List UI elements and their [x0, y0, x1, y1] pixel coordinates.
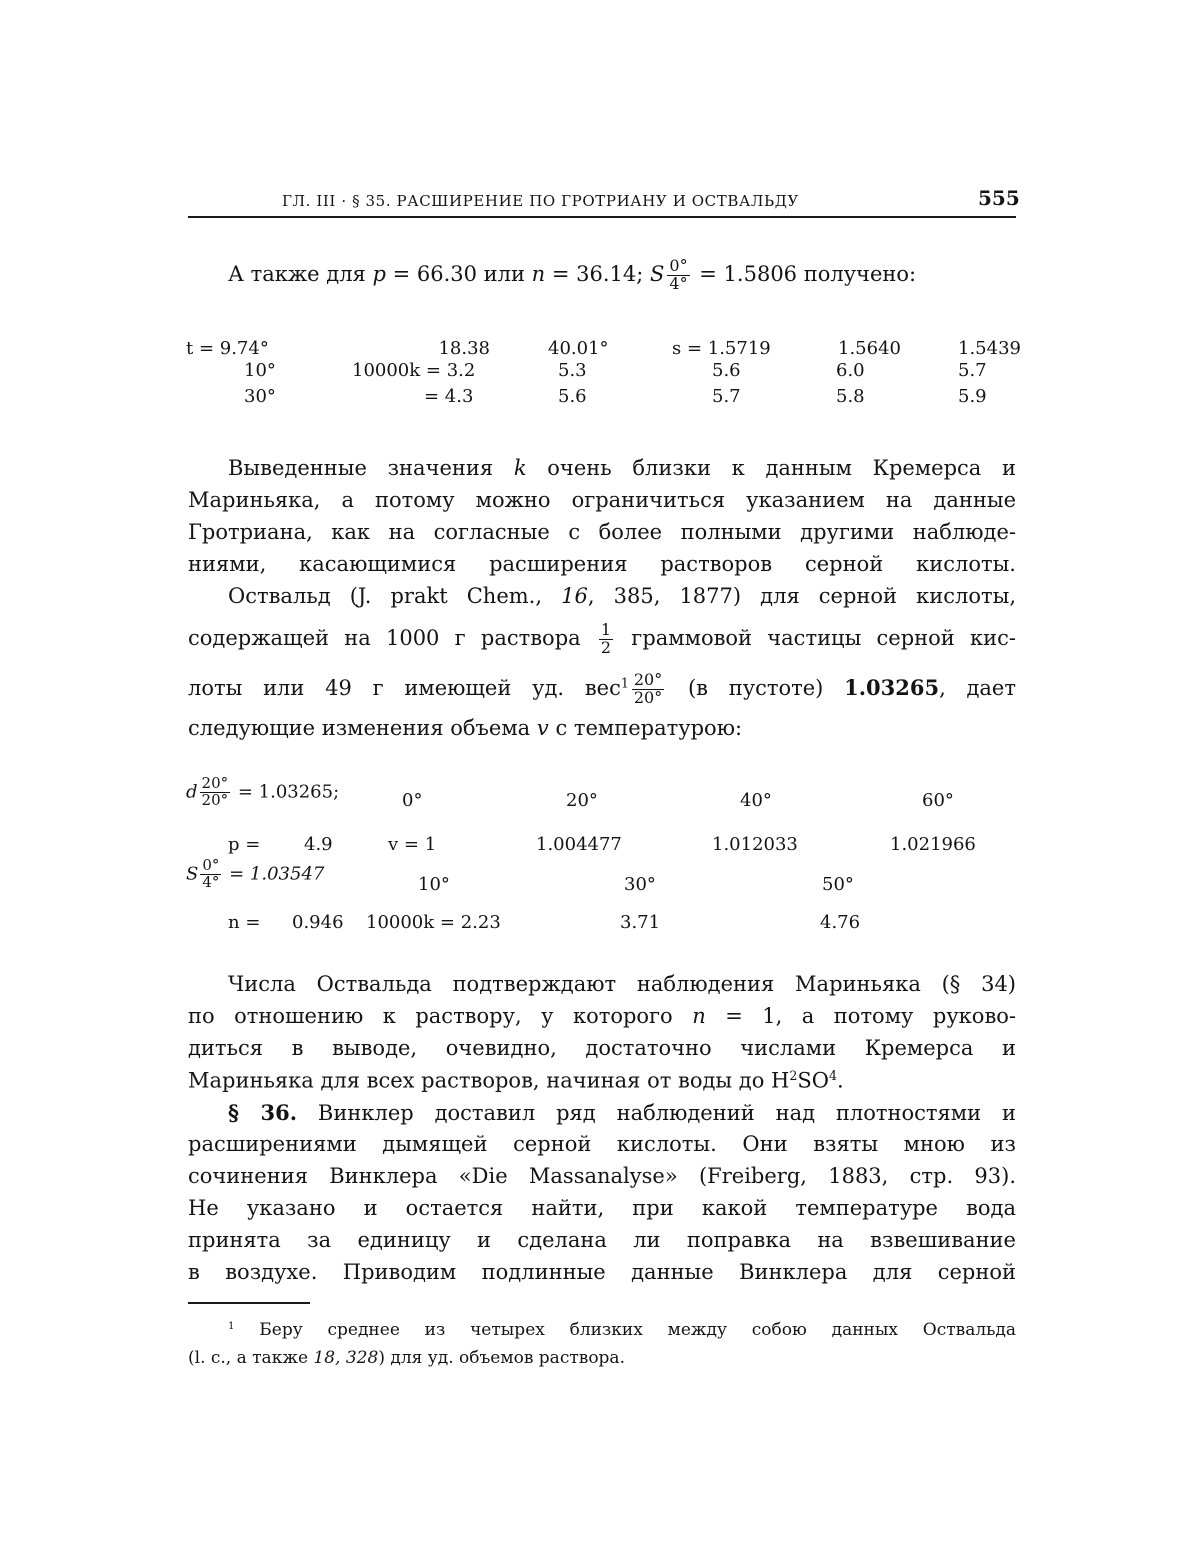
- page-number: 555: [978, 186, 1020, 210]
- paragraph-1-line: Мариньяка, а потому можно ограничиться указанием на данные: [188, 488, 1016, 512]
- paragraph-3-line: по отношению к раствору, у которого n = 1, а потому руково-: [188, 1004, 1017, 1028]
- paragraph-4-line: сочинения Винклера «Die Massanalyse» (Freiberg, 1883, стр. 93).: [188, 1164, 1016, 1188]
- paragraph-4-line: расширениями дымящей серной кислоты. Они взяты мною из: [188, 1132, 1016, 1156]
- fraction: $\frac{0^\circ}{4^\circ}$: [202, 856, 220, 891]
- document-page: ГЛ. III · § 35. РАСШИРЕНИЕ ПО ГРОТРИАНУ И ОСТВАЛЬДУ 555 А также для p = 66.30 или n = 36.14; S $\frac{0^\circ}{4^\circ}$ = 1.5806 получено: t = 9.74° 18.38 40.01° s = 1.5719 1.5640 1.5439 10° 10000k = 3.2 5.3 5.6 6.0 5.7 30° = 4.3 5.6 5.7 5.8 5.9 Выведенные значения k очень близки к данным Кремерса и Мариньяка, а потому можно ограничиться указанием на данные Гротриана, как на согласные с более полными другими наблюде- ниями, касающимися расширения растворов серной кислоты. Оствальд (J. prakt Chem., 16, 385, 1877) для серной кислоты, содержащей на 1000 г раствора $\frac{1}{2}$ граммовой частицы серной кис- лоты или 49 г имеющей уд. вес$^1$ $\frac{20^\circ}{20^\circ}$ (в пустоте) 1.03265, дает следующие изменения объема v с температурою: d $\frac{20^\circ}{20^\circ}$ = 1.03265; 0° 20° 40° 60° p = 4.9 v = 1 1.004477 1.012033 1.021966 S $\frac{0^\circ}{4^\circ}$ = 1.03547 10° 30° 50° n = 0.946 10000k = 2.23 3.71 4.76 Числа Оствальда подтверждают наблюдения Мариньяка (§ 34) по отношению к раствору, у которого n = 1, а потому руково- диться в выводе, очевидно, достаточно числами Кремерса и Мариньяка для всех растворов, начиная от воды до $H^2SO^4$. § 36. Винклер доставил ряд наблюдений над плотностями и расширениями дымящей серной кислоты. Они взяты мною из сочинения Винклера «Die Massanalyse» (Freiberg, 1883, стр. 93). Не указано и остается найти, при какой температуре вода принята за единицу и сделана ли поправка на взвешивание в воздухе. Приводим подлинные данные Винклера для серной $^1$ Беру среднее из четырех близких между собою данных Оствальда (l. c., а также 18, 328) для уд. объемов раствора.: [186, 186, 1021, 1368]
- paragraph-2-line: Оствальд (J. prakt Chem., 16, 385, 1877) для серной кислоты,: [228, 584, 1017, 608]
- header-rule: [188, 216, 1016, 218]
- footnote-line: $^1$ Беру среднее из четырех близких между собою данных Оствальда: [228, 1320, 1016, 1340]
- paragraph-4-line: § 36. Винклер доставил ряд наблюдений над плотностями и: [228, 1100, 1017, 1125]
- fraction: $\frac{20^\circ}{20^\circ}$: [201, 774, 229, 809]
- fraction: $\frac{1}{2}$: [600, 620, 612, 657]
- paragraph-2-line: лоты или 49 г имеющей уд. вес$^1$ $\frac{20^\circ}{20^\circ}$ (в пустоте) 1.03265, дает: [188, 670, 1016, 707]
- paragraph-1-line: Выведенные значения k очень близки к данным Кремерса и: [228, 456, 1017, 480]
- paragraph-1-line: Гротриана, как на согласные с более полными другими наблюде-: [188, 520, 1016, 544]
- paragraph-3-line: диться в выводе, очевидно, достаточно числами Кремерса и: [188, 1036, 1016, 1060]
- footnote-line: (l. c., а также 18, 328) для уд. объемов раствора.: [188, 1348, 625, 1368]
- paragraph-1-line: ниями, касающимися расширения растворов серной кислоты.: [188, 552, 1016, 576]
- fraction: $\frac{0^\circ}{4^\circ}$: [669, 256, 688, 293]
- paragraph-2-line: следующие изменения объема v с температурою:: [188, 716, 743, 740]
- paragraph-3-line: Числа Оствальда подтверждают наблюдения Мариньяка (§ 34): [228, 972, 1016, 996]
- footnote-rule: [188, 1302, 310, 1304]
- paragraph-4-line: Не указано и остается найти, при какой температуре вода: [188, 1196, 1016, 1220]
- fraction: $\frac{20^\circ}{20^\circ}$: [633, 670, 663, 707]
- paragraph-3-line: Мариньяка для всех растворов, начиная от воды до $H^2SO^4$.: [188, 1068, 844, 1093]
- paragraph-2-line: содержащей на 1000 г раствора $\frac{1}{2}$ граммовой частицы серной кис-: [188, 620, 1016, 657]
- intro-line: А также для p = 66.30 или n = 36.14; S $\frac{0^\circ}{4^\circ}$ = 1.5806 получено:: [228, 256, 917, 293]
- paragraph-4-line: в воздухе. Приводим подлинные данные Винклера для серной: [188, 1260, 1016, 1284]
- running-head: ГЛ. III · § 35. РАСШИРЕНИЕ ПО ГРОТРИАНУ И ОСТВАЛЬДУ: [282, 192, 799, 210]
- paragraph-4-line: принята за единицу и сделана ли поправка на взвешивание: [188, 1228, 1016, 1252]
